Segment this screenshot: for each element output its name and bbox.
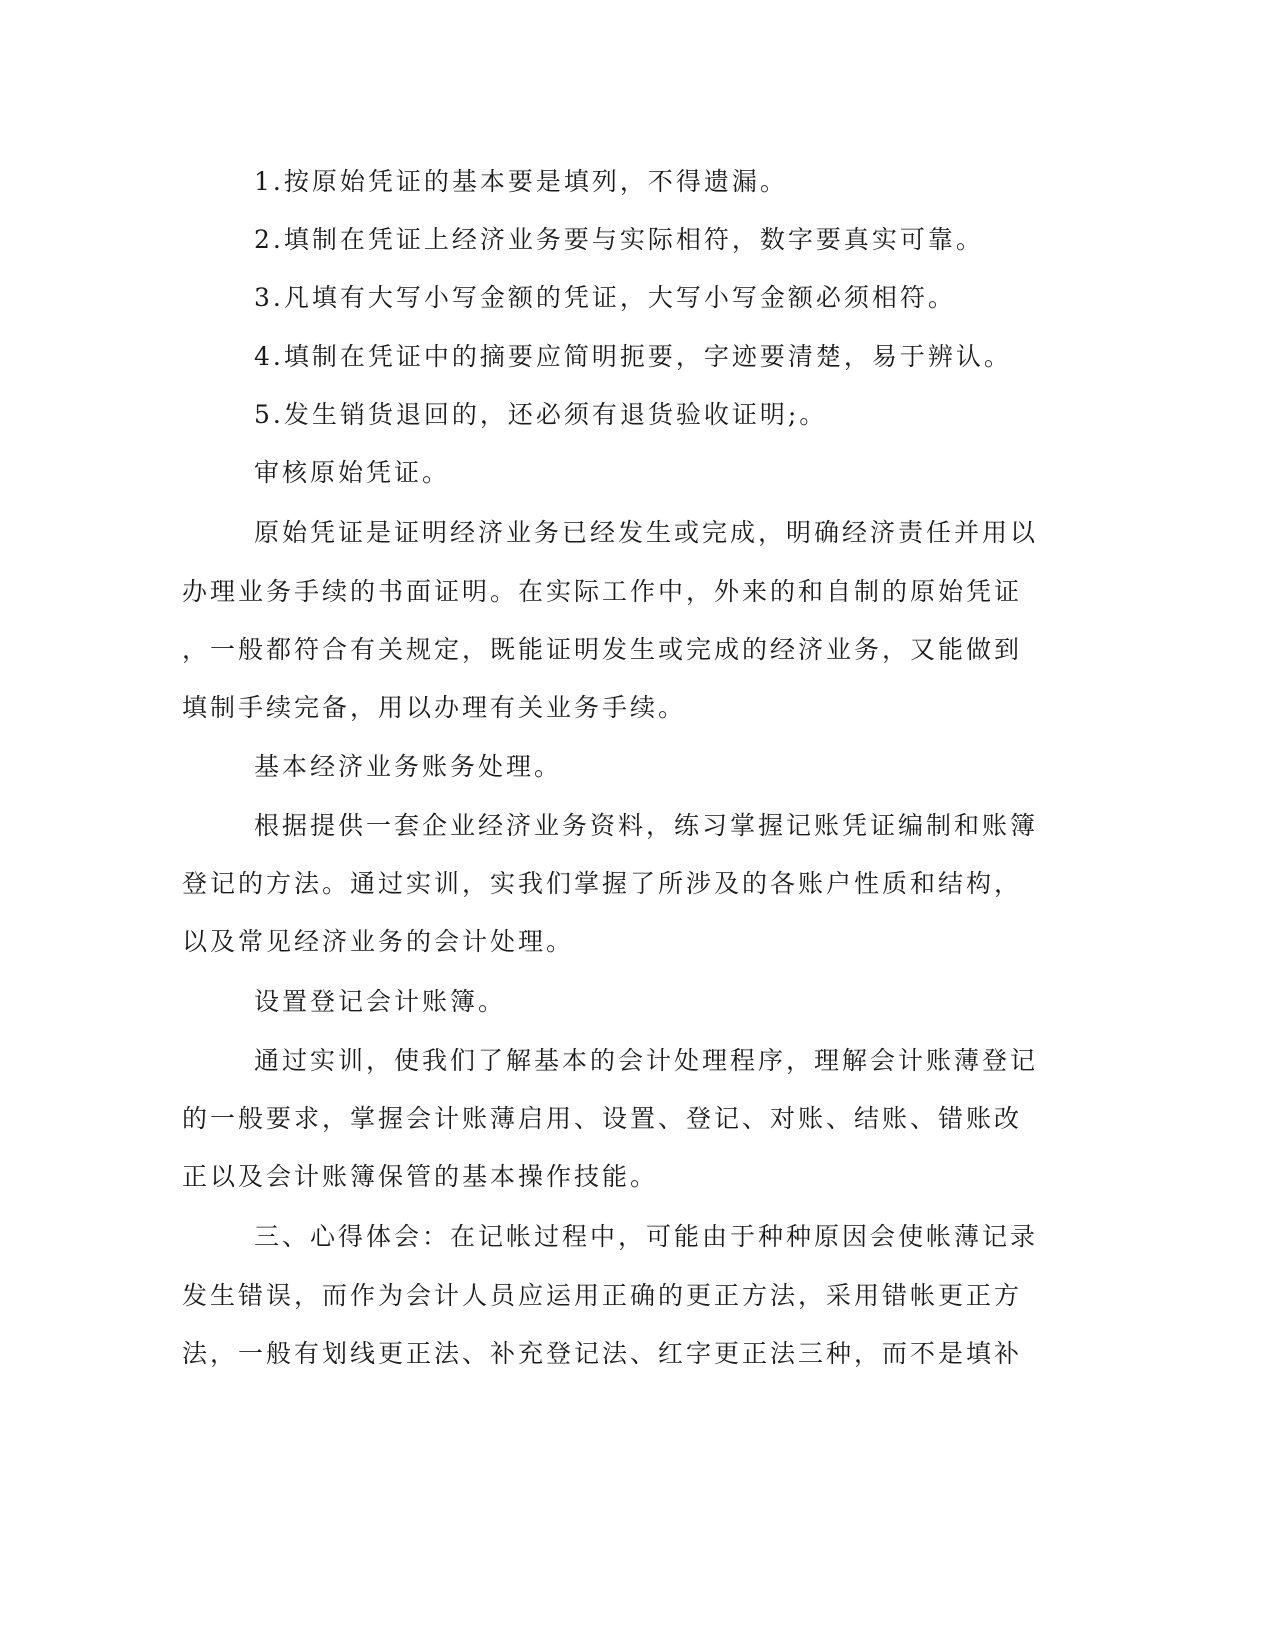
paragraph-line: 原始凭证是证明经济业务已经发生或完成，明确经济责任并用以 xyxy=(254,518,1039,547)
section-heading-review: 审核原始凭证。 xyxy=(254,458,451,487)
list-item-3: 3.凡填有大写小写金额的凭证，大写小写金额必须相符。 xyxy=(254,283,956,312)
paragraph-line: 的一般要求，掌握会计账薄启用、设置、登记、对账、结账、错账改 xyxy=(182,1104,1023,1133)
list-item-4: 4.填制在凭证中的摘要应简明扼要，字迹要清楚，易于辨认。 xyxy=(254,342,1012,371)
list-item-1: 1.按原始凭证的基本要是填列，不得遗漏。 xyxy=(254,167,788,196)
paragraph-line: 办理业务手续的书面证明。在实际工作中，外来的和自制的原始凭证 xyxy=(182,577,1023,606)
paragraph-line: 填制手续完备，用以办理有关业务手续。 xyxy=(182,693,687,722)
paragraph-line: 法，一般有划线更正法、补充登记法、红字更正法三种，而不是填补 xyxy=(182,1339,1023,1368)
paragraph-line: ，一般都符合有关规定，既能证明发生或完成的经济业务，又能做到 xyxy=(182,635,1023,664)
paragraph-line: 三、心得体会：在记帐过程中，可能由于种种原因会使帐薄记录 xyxy=(254,1222,1039,1251)
paragraph-line: 发生错误，而作为会计人员应运用正确的更正方法，采用错帐更正方 xyxy=(182,1281,1023,1310)
paragraph-line: 正以及会计账簿保管的基本操作技能。 xyxy=(182,1162,659,1191)
section-heading-basic-business: 基本经济业务账务处理。 xyxy=(254,752,563,781)
section-heading-ledger: 设置登记会计账簿。 xyxy=(254,987,507,1016)
paragraph-line: 通过实训，使我们了解基本的会计处理程序，理解会计账薄登记 xyxy=(254,1046,1039,1075)
list-item-2: 2.填制在凭证上经济业务要与实际相符，数字要真实可靠。 xyxy=(254,225,984,254)
paragraph-line: 以及常见经济业务的会计处理。 xyxy=(182,927,575,956)
paragraph-line: 根据提供一套企业经济业务资料，练习掌握记账凭证编制和账簿 xyxy=(254,811,1039,840)
list-item-5: 5.发生销货退回的，还必须有退货验收证明;。 xyxy=(254,400,828,429)
paragraph-line: 登记的方法。通过实训，实我们掌握了所涉及的各账户性质和结构， xyxy=(182,869,1023,898)
